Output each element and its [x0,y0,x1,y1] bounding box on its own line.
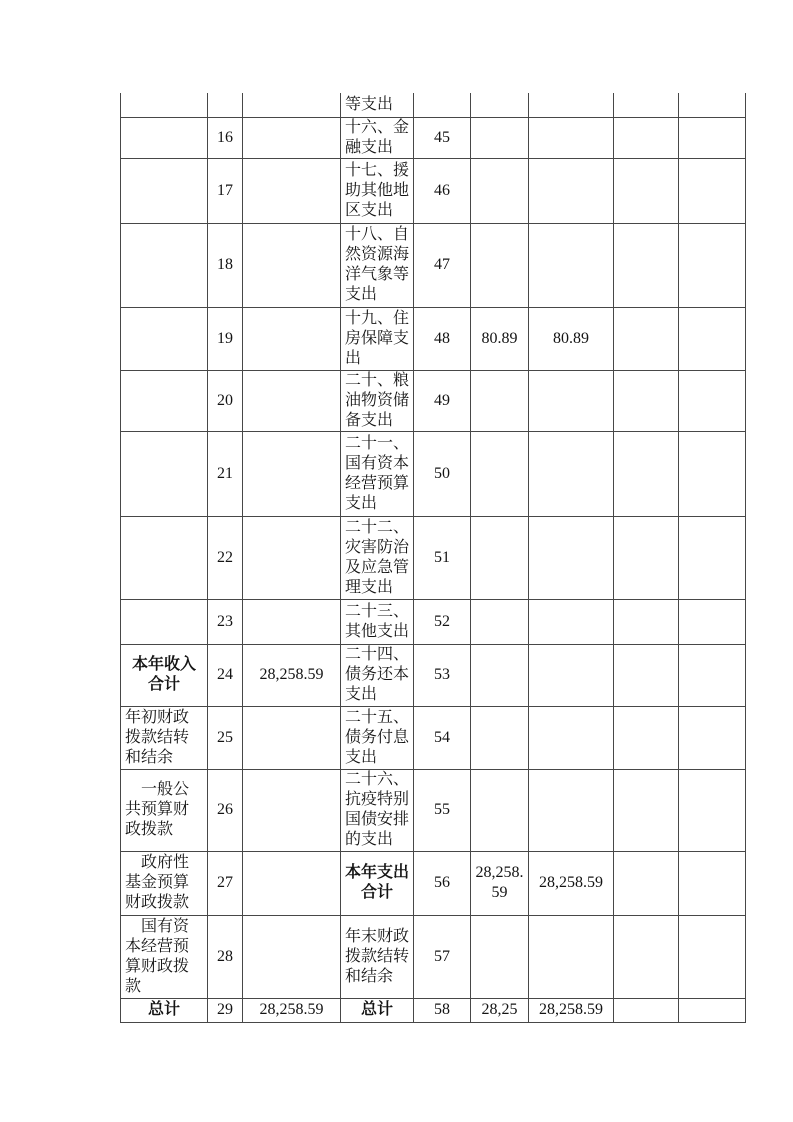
table-cell [679,431,746,516]
table-cell [529,706,614,769]
table-cell [529,431,614,516]
table-cell [243,851,341,915]
table-cell [529,599,614,644]
table-row [121,431,746,516]
table-cell: 年初财政拨款结转和结余 [121,706,208,769]
table-cell: 政府性基金预算财政拨款 [121,851,208,915]
table-cell: 56 [414,851,471,915]
table-cell [614,998,679,1022]
table-row [121,998,746,1022]
table-cell [614,644,679,706]
table-row [121,851,746,915]
table-cell [471,706,529,769]
table-cell: 45 [414,117,471,158]
table-cell [679,223,746,307]
table-cell: 18 [208,223,243,307]
table-row [121,223,746,307]
table-cell [121,158,208,223]
table-row [121,93,746,117]
table-cell [679,644,746,706]
table-cell: 20 [208,370,243,431]
table-cell: 一般公共预算财政拨款 [121,769,208,851]
table-cell [679,516,746,599]
table-cell [471,93,529,117]
table-cell: 28 [208,915,243,998]
table-cell [679,117,746,158]
table-cell [679,370,746,431]
table-row [121,516,746,599]
table-cell [614,370,679,431]
table-cell [471,644,529,706]
table-cell: 26 [208,769,243,851]
table-cell [121,516,208,599]
budget-table [120,93,746,1023]
table-cell [679,599,746,644]
table-cell [471,431,529,516]
table-cell [529,158,614,223]
table-cell [121,223,208,307]
table-cell: 28,258.59 [243,998,341,1022]
table-cell: 二十一、国有资本经营预算支出 [341,431,414,516]
table-cell: 46 [414,158,471,223]
table-cell: 52 [414,599,471,644]
table-cell: 本年收入合计 [121,644,208,706]
table-cell [679,998,746,1022]
table-cell [471,223,529,307]
table-cell: 57 [414,915,471,998]
table-cell: 28,258.59 [243,644,341,706]
table-cell: 28,258.59 [529,998,614,1022]
table-cell [121,370,208,431]
table-cell: 47 [414,223,471,307]
table-cell: 80.89 [529,307,614,370]
table-cell [529,516,614,599]
table-cell: 国有资本经营预算财政拨款 [121,915,208,998]
table-cell: 28,258.59 [471,851,529,915]
table-cell: 55 [414,769,471,851]
table-cell: 28,25 [471,998,529,1022]
document-page [120,93,745,1023]
table-cell: 总计 [341,998,414,1022]
table-cell [121,117,208,158]
table-cell: 二十二、灾害防治及应急管理支出 [341,516,414,599]
table-cell [614,599,679,644]
table-cell [471,516,529,599]
table-cell: 十六、金融支出 [341,117,414,158]
table-cell: 21 [208,431,243,516]
table-cell: 17 [208,158,243,223]
table-cell [471,769,529,851]
table-cell [529,644,614,706]
table-cell [529,915,614,998]
table-cell [614,431,679,516]
table-row [121,915,746,998]
table-cell: 十九、住房保障支出 [341,307,414,370]
table-cell: 16 [208,117,243,158]
table-row [121,117,746,158]
table-cell: 二十四、债务还本支出 [341,644,414,706]
table-cell [121,307,208,370]
table-cell: 19 [208,307,243,370]
table-cell [471,370,529,431]
table-cell [529,223,614,307]
table-cell [614,516,679,599]
table-cell [243,431,341,516]
table-cell: 24 [208,644,243,706]
table-cell [614,117,679,158]
budget-table-body [121,93,746,1022]
table-cell: 22 [208,516,243,599]
table-cell [121,93,208,117]
table-cell [614,158,679,223]
table-cell [679,706,746,769]
table-cell: 23 [208,599,243,644]
table-cell: 25 [208,706,243,769]
table-cell [243,223,341,307]
table-cell [121,599,208,644]
table-cell: 本年支出合计 [341,851,414,915]
table-cell: 49 [414,370,471,431]
table-row [121,370,746,431]
table-cell [679,851,746,915]
table-cell [243,769,341,851]
table-cell: 二十三、其他支出 [341,599,414,644]
table-row [121,158,746,223]
table-cell [208,93,243,117]
table-cell: 80.89 [471,307,529,370]
table-cell: 58 [414,998,471,1022]
table-cell [614,915,679,998]
table-cell [529,117,614,158]
table-cell: 总计 [121,998,208,1022]
table-row [121,706,746,769]
table-cell [614,307,679,370]
table-cell [243,117,341,158]
table-cell [679,93,746,117]
table-row [121,644,746,706]
table-cell [243,307,341,370]
table-cell: 28,258.59 [529,851,614,915]
table-cell [679,915,746,998]
table-cell [243,915,341,998]
table-cell: 二十、粮油物资储备支出 [341,370,414,431]
table-row [121,307,746,370]
table-cell [243,706,341,769]
table-cell: 十八、自然资源海洋气象等支出 [341,223,414,307]
table-cell [679,158,746,223]
table-cell [243,599,341,644]
table-cell [679,769,746,851]
table-cell [471,158,529,223]
table-cell [529,769,614,851]
table-cell: 54 [414,706,471,769]
table-cell: 48 [414,307,471,370]
table-cell: 年末财政拨款结转和结余 [341,915,414,998]
table-cell: 50 [414,431,471,516]
table-cell: 等支出 [341,93,414,117]
table-cell: 29 [208,998,243,1022]
table-cell [414,93,471,117]
table-cell [529,93,614,117]
table-row [121,769,746,851]
table-cell [679,307,746,370]
table-cell: 27 [208,851,243,915]
table-cell [614,93,679,117]
table-cell [471,599,529,644]
table-cell [614,851,679,915]
table-cell: 51 [414,516,471,599]
table-cell [614,706,679,769]
table-cell: 二十五、债务付息支出 [341,706,414,769]
table-cell [243,370,341,431]
table-cell: 53 [414,644,471,706]
table-cell [243,516,341,599]
table-cell [243,158,341,223]
table-cell [471,915,529,998]
table-cell [243,93,341,117]
table-cell [471,117,529,158]
table-cell [614,769,679,851]
table-cell [529,370,614,431]
table-cell [614,223,679,307]
table-cell [121,431,208,516]
table-row [121,599,746,644]
table-cell: 十七、援助其他地区支出 [341,158,414,223]
table-cell: 二十六、抗疫特别国债安排的支出 [341,769,414,851]
